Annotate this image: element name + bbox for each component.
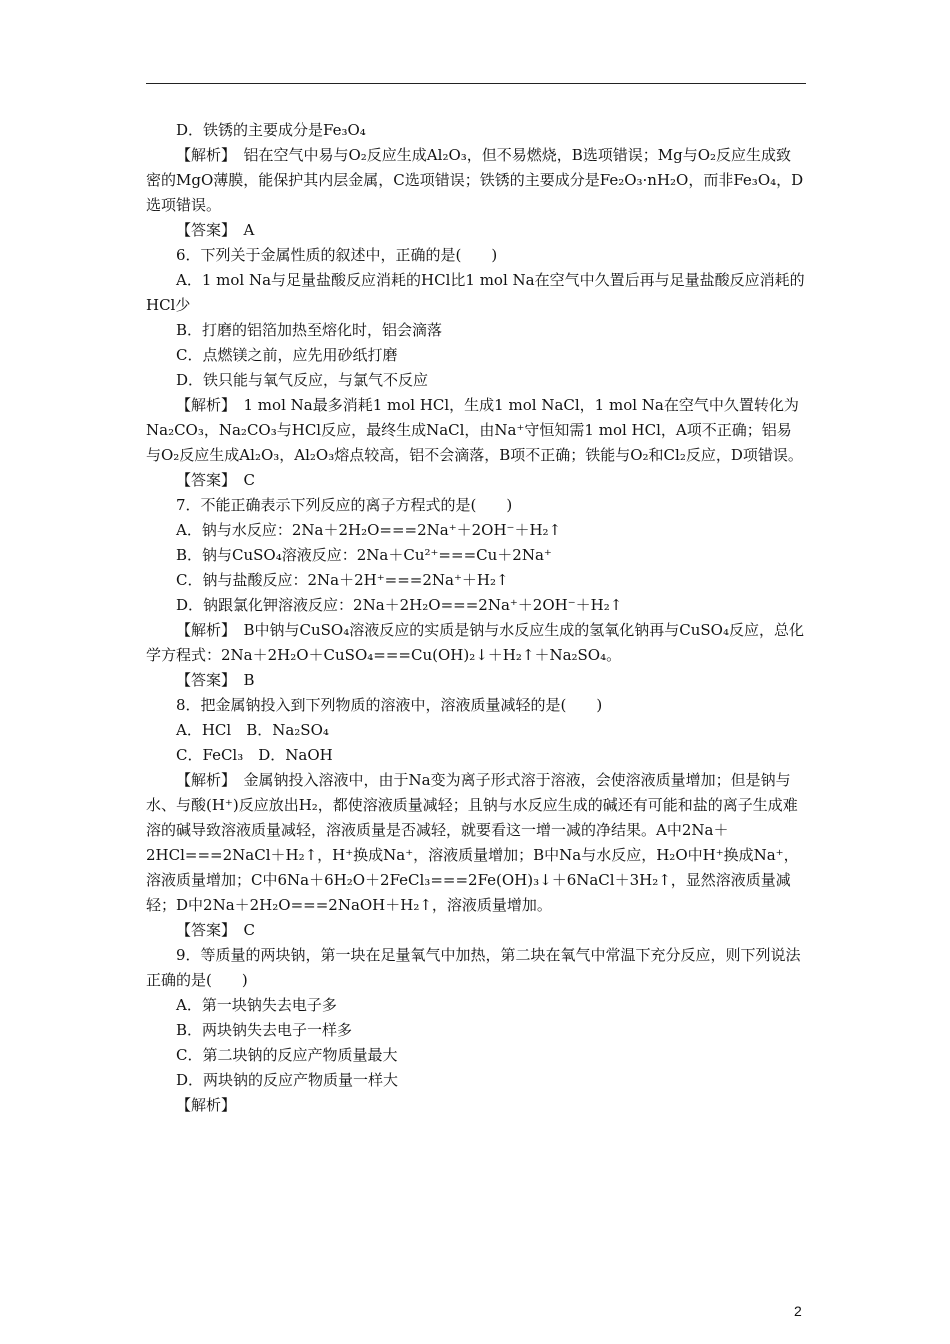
text-line: 7．不能正确表示下列反应的离子方程式的是( ) [176, 496, 513, 514]
text-line: B．钠与CuSO₄溶液反应：2Na＋Cu²⁺===Cu＋2Na⁺ [176, 546, 552, 564]
text-line: C．第二块钠的反应产物质量最大 [176, 1046, 398, 1064]
text-line: C．FeCl₃ D．NaOH [176, 746, 333, 764]
text-line: D．两块钠的反应产物质量一样大 [176, 1071, 399, 1089]
text-line: C．点燃镁之前，应先用砂纸打磨 [176, 346, 398, 364]
text-line: 8．把金属钠投入到下列物质的溶液中，溶液质量减轻的是( ) [176, 696, 603, 714]
text-line: A．第一块钠失去电子多 [176, 996, 337, 1014]
text-line: 【答案】 A [176, 221, 255, 239]
text-line: 6．下列关于金属性质的叙述中，正确的是( ) [176, 246, 498, 264]
text-line: 【答案】 C [176, 471, 255, 489]
text-line: B．打磨的铝箔加热至熔化时，铝会滴落 [176, 321, 443, 339]
text-line: A．HCl B．Na₂SO₄ [176, 721, 329, 739]
text-line: C．钠与盐酸反应：2Na＋2H⁺===2Na⁺＋H₂↑ [176, 571, 509, 589]
text-line: 【解析】 铝在空气中易与O₂反应生成Al₂O₃，但不易燃烧，B选项错误；Mg与O₂反应生成致密的MgO薄膜，能保护其内层金属，C选项错误；铁锈的主要成分是Fe₂O₃·nH₂O，而非Fe₃O₄，D选项错误。 [146, 146, 804, 214]
page-number: 2 [794, 1303, 802, 1319]
text-line: A．钠与水反应：2Na＋2H₂O===2Na⁺＋2OH⁻＋H₂↑ [176, 521, 562, 539]
text-line: D．钠跟氯化钾溶液反应：2Na＋2H₂O===2Na⁺＋2OH⁻＋H₂↑ [176, 596, 623, 614]
document-body [146, 118, 806, 1118]
text-line: 【解析】 B中钠与CuSO₄溶液反应的实质是钠与水反应生成的氢氧化钠再与CuSO₄反应，总化学方程式：2Na＋2H₂O＋CuSO₄===Cu(OH)₂↓＋H₂↑＋Na₂SO₄。 [146, 621, 804, 664]
text-line: D．铁只能与氧气反应，与氯气不反应 [176, 371, 429, 389]
text-line: 【答案】 C [176, 921, 255, 939]
text-line: D．铁锈的主要成分是Fe₃O₄ [176, 121, 366, 139]
text-line: 9．等质量的两块钠，第一块在足量氧气中加热，第二块在氧气中常温下充分反应，则下列说法正确的是( ) [146, 946, 801, 989]
text-line: 【解析】 金属钠投入溶液中，由于Na变为离子形式溶于溶液，会使溶液质量增加；但是钠与水、与酸(H⁺)反应放出H₂，都使溶液质量减轻；且钠与水反应生成的碱还有可能和盐的离子生成难溶的碱导致溶液质量减轻，溶液质量是否减轻，就要看这一增一减的净结果。A中2Na＋2HCl===2NaCl＋H₂↑，H⁺换成Na⁺，溶液质量增加；B中Na与水反应，H₂O中H⁺换成Na⁺，溶液质量增加；C中6Na＋6H₂O＋2FeCl₃===2Fe(OH)₃↓＋6NaCl＋3H₂↑，显然溶液质量减轻；D中2Na＋2H₂O===2NaOH＋H₂↑，溶液质量增加。 [146, 771, 799, 914]
text-line: A．1 mol Na与足量盐酸反应消耗的HCl比1 mol Na在空气中久置后再与足量盐酸反应消耗的HCl少 [146, 271, 805, 314]
header-rule [146, 83, 806, 84]
text-line: 【答案】 B [176, 671, 255, 689]
text-line: 【解析】 [176, 1096, 237, 1114]
text-line: B．两块钠失去电子一样多 [176, 1021, 353, 1039]
text-line: 【解析】 1 mol Na最多消耗1 mol HCl，生成1 mol NaCl，1 mol Na在空气中久置转化为Na₂CO₃，Na₂CO₃与HCl反应，最终生成NaCl，由Na⁺守恒知需1 mol HCl，A项不正确；铝易与O₂反应生成Al₂O₃，Al₂O₃熔点较高，铝不会滴落，B项不正确；铁能与O₂和Cl₂反应，D项错误。 [146, 396, 803, 464]
